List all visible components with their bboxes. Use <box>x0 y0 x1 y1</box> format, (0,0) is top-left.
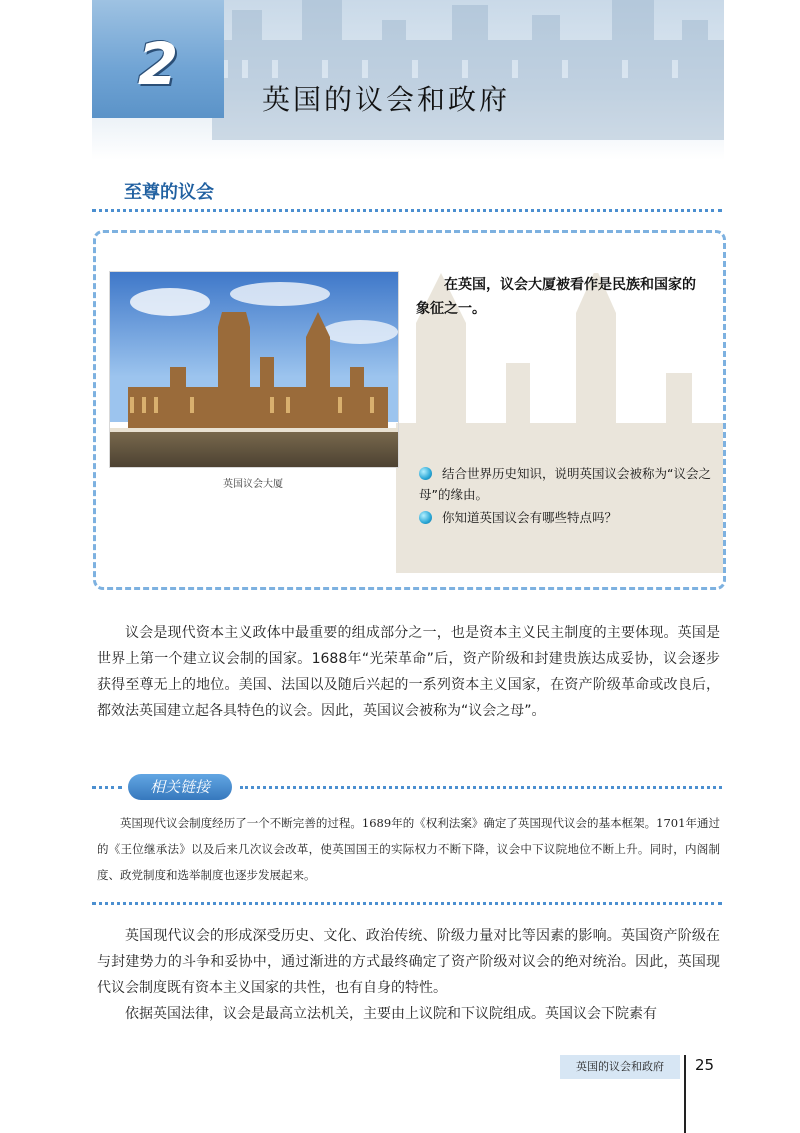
section-divider <box>92 209 722 212</box>
body-paragraph-1: 议会是现代资本主义政体中最重要的组成部分之一，也是资本主义民主制度的主要体现。英国是世界上第一个建立议会制的国家。1688年“光荣革命”后，资产阶级和封建贵族达成妥协，议会逐步获得至尊无上的地位。美国、法国以及随后兴起的一系列资本主义国家，在资产阶级革命或改良后，都效法英国建立起各具特色的议会。因此，英国议会被称为“议会之母”。 <box>97 625 720 719</box>
question-text: 你知道英国议会有哪些特点吗？ <box>442 510 618 525</box>
building-silhouette-icon <box>212 0 724 140</box>
question-item <box>419 507 719 528</box>
question-item <box>419 463 719 505</box>
link-divider-right <box>240 786 722 789</box>
link-bottom-divider <box>92 902 722 905</box>
related-link-badge: 相关链接 <box>128 774 232 800</box>
chapter-header <box>92 0 724 160</box>
link-divider-left <box>92 786 122 789</box>
running-title: 英国的议会和政府 <box>560 1055 680 1079</box>
page-number: 25 <box>695 1056 715 1074</box>
footer-divider <box>684 1055 686 1133</box>
chapter-number: 2 <box>137 30 179 98</box>
photo-caption: 英国议会大厦 <box>223 479 283 490</box>
feature-box <box>93 230 726 590</box>
body-paragraph-2: 英国现代议会的形成深受历史、文化、政治传统、阶级力量对比等因素的影响。英国资产阶级在与封建势力的斗争和妥协中，通过渐进的方式最终确定了资产阶级对议会的绝对统治。因此，英国现代议会制度既有资本主义国家的共性，也有自身的特性。 <box>97 928 720 996</box>
section-title: 至尊的议会 <box>124 182 214 203</box>
body-paragraph-3: 依据英国法律，议会是最高立法机关，主要由上议院和下议院组成。英国议会下院素有 <box>125 1006 657 1022</box>
feature-intro: 在英国，议会大厦被看作是民族和国家的象征之一。 <box>416 277 696 317</box>
chapter-number-box <box>92 0 224 118</box>
question-text: 结合世界历史知识，说明英国议会被称为“议会之母”的缘由。 <box>419 466 711 502</box>
houses-of-parliament-image <box>110 272 398 467</box>
related-link-text: 英国现代议会制度经历了一个不断完善的过程。1689年的《权利法案》确定了英国现代议会的基本框架。1701年通过的《王位继承法》以及后来几次议会改革，使英国国王的实际权力不断下降，议会中下议院地位不断上升。同时，内阁制度、政党制度和选举制度也逐步发展起来。 <box>97 816 720 882</box>
question-bullet-icon <box>419 467 432 480</box>
chapter-title: 英国的议会和政府 <box>262 83 511 116</box>
parliament-photo <box>109 271 399 468</box>
question-bullet-icon <box>419 511 432 524</box>
